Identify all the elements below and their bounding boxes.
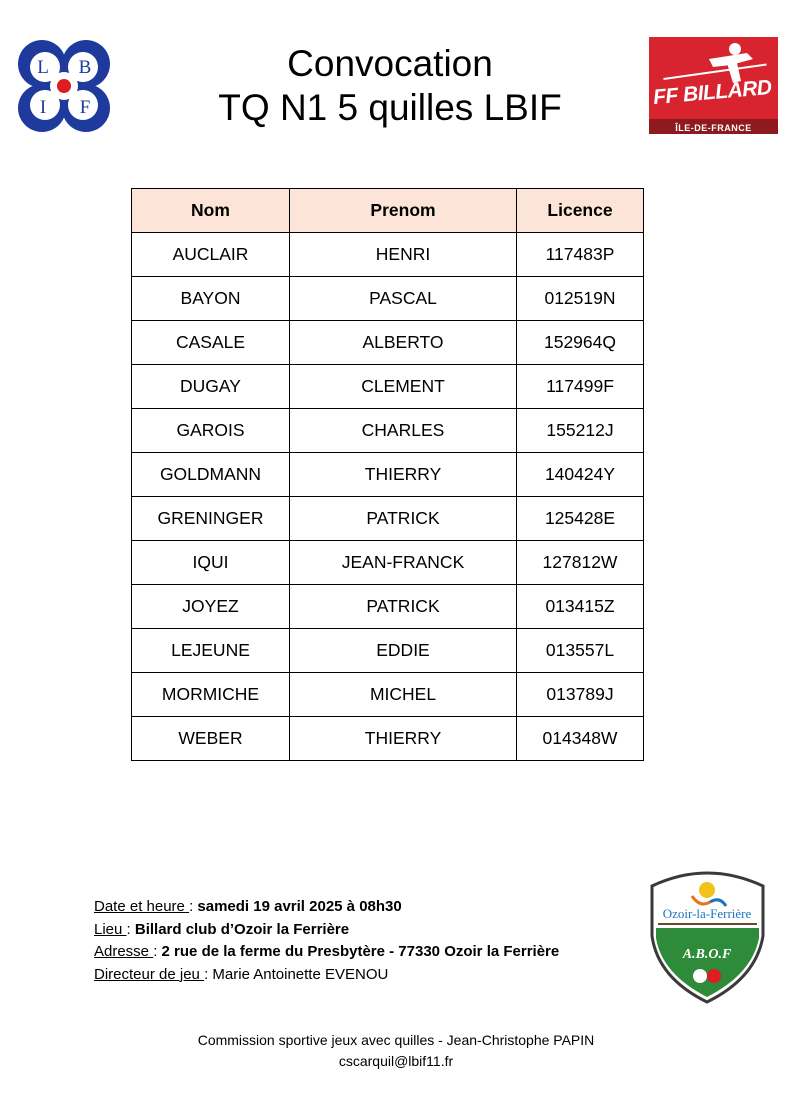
footer-commission: Commission sportive jeux avec quilles - Jean-Christophe PAPIN: [197, 1032, 595, 1048]
table-row: [132, 409, 644, 453]
cell-licence: 140424Y: [517, 453, 644, 497]
cell-prenom: HENRI: [290, 233, 517, 277]
cell-nom: LEJEUNE: [132, 629, 290, 673]
cell-licence: 117499F: [517, 365, 644, 409]
cell-prenom: ALBERTO: [290, 321, 517, 365]
directeur-sep: :: [204, 965, 213, 983]
date-label: Date et heure: [94, 898, 190, 915]
lieu-label: Lieu: [94, 920, 127, 938]
cell-nom: GAROIS: [132, 409, 290, 453]
cell-prenom: PASCAL: [290, 277, 517, 321]
footer-email: cscarquil@lbif11.fr: [338, 1053, 454, 1069]
cell-prenom: MICHEL: [290, 673, 517, 717]
ozoir-logo-top-text: Ozoir-la-Ferrière: [662, 906, 752, 921]
cell-licence: 152964Q: [517, 321, 644, 365]
table-row: [132, 541, 644, 585]
info-date-line: [94, 896, 559, 919]
table-row: [132, 365, 644, 409]
adresse-value: 2 rue de la ferme du Presbytère - 77330 Ozoir la Ferrière: [161, 943, 560, 960]
date-sep: :: [189, 898, 198, 915]
cell-licence: 012519N: [517, 277, 644, 321]
title-line-1: Convocation: [287, 43, 493, 84]
cell-prenom: PATRICK: [290, 585, 517, 629]
event-info: [94, 896, 559, 986]
header-licence: Licence: [517, 189, 644, 233]
ozoir-logo-bottom-text: A.B.O.F: [682, 947, 732, 962]
table-row: [132, 453, 644, 497]
cell-nom: JOYEZ: [132, 585, 290, 629]
cell-prenom: EDDIE: [290, 629, 517, 673]
cell-nom: AUCLAIR: [132, 233, 290, 277]
ozoir-club-logo: [648, 866, 767, 1004]
players-table: [131, 188, 644, 761]
table-row: [132, 233, 644, 277]
lbif-flower-icon: [15, 37, 113, 135]
cell-nom: CASALE: [132, 321, 290, 365]
table-row: [132, 585, 644, 629]
cell-nom: MORMICHE: [132, 673, 290, 717]
header-nom: Nom: [132, 189, 290, 233]
cell-nom: WEBER: [132, 717, 290, 761]
table-row: [132, 277, 644, 321]
directeur-value: Marie Antoinette EVENOU: [212, 965, 389, 983]
ffb-logo-sub: ÎLE-DE-FRANCE: [675, 123, 752, 133]
billiard-balls-icon: [648, 866, 767, 1004]
cell-nom: DUGAY: [132, 365, 290, 409]
cell-licence: 125428E: [517, 497, 644, 541]
lieu-value: Billard club d’Ozoir la Ferrière: [134, 920, 350, 938]
table-row: [132, 497, 644, 541]
cell-licence: 014348W: [517, 717, 644, 761]
cell-prenom: CLEMENT: [290, 365, 517, 409]
adresse-label: Adresse: [94, 943, 154, 960]
title-line-2: TQ N1 5 quilles LBIF: [218, 87, 562, 128]
cell-nom: GOLDMANN: [132, 453, 290, 497]
date-value: samedi 19 avril 2025 à 08h30: [197, 898, 402, 915]
table-header-row: [132, 189, 644, 233]
cell-prenom: THIERRY: [290, 717, 517, 761]
cell-nom: GRENINGER: [132, 497, 290, 541]
cell-prenom: JEAN-FRANCK: [290, 541, 517, 585]
lbif-letter-f: F: [79, 97, 91, 118]
table-row: [132, 717, 644, 761]
page-title: [160, 42, 620, 130]
table-row: [132, 321, 644, 365]
info-directeur-line: [94, 964, 559, 987]
cell-prenom: PATRICK: [290, 497, 517, 541]
table-row: [132, 673, 644, 717]
cell-licence: 013557L: [517, 629, 644, 673]
table-row: [132, 629, 644, 673]
cell-prenom: THIERRY: [290, 453, 517, 497]
cell-nom: IQUI: [132, 541, 290, 585]
lbif-letter-l: L: [37, 57, 49, 78]
ffb-logo-main: FF BILLARD: [652, 75, 773, 110]
cell-prenom: CHARLES: [290, 409, 517, 453]
cell-licence: 127812W: [517, 541, 644, 585]
ff-billard-logo: [649, 37, 778, 134]
cell-nom: BAYON: [132, 277, 290, 321]
cell-licence: 013415Z: [517, 585, 644, 629]
lbif-logo: [15, 37, 113, 135]
cell-licence: 117483P: [517, 233, 644, 277]
footer: [96, 1030, 696, 1072]
adresse-sep: :: [153, 943, 162, 960]
lbif-letter-b: B: [78, 57, 92, 78]
cell-licence: 013789J: [517, 673, 644, 717]
lieu-sep: :: [126, 920, 135, 938]
directeur-label: Directeur de jeu: [94, 965, 205, 983]
lbif-letter-i: I: [39, 97, 47, 118]
cell-licence: 155212J: [517, 409, 644, 453]
info-lieu-line: [94, 919, 559, 942]
info-adresse-line: [94, 941, 559, 964]
header-prenom: Prenom: [290, 189, 517, 233]
